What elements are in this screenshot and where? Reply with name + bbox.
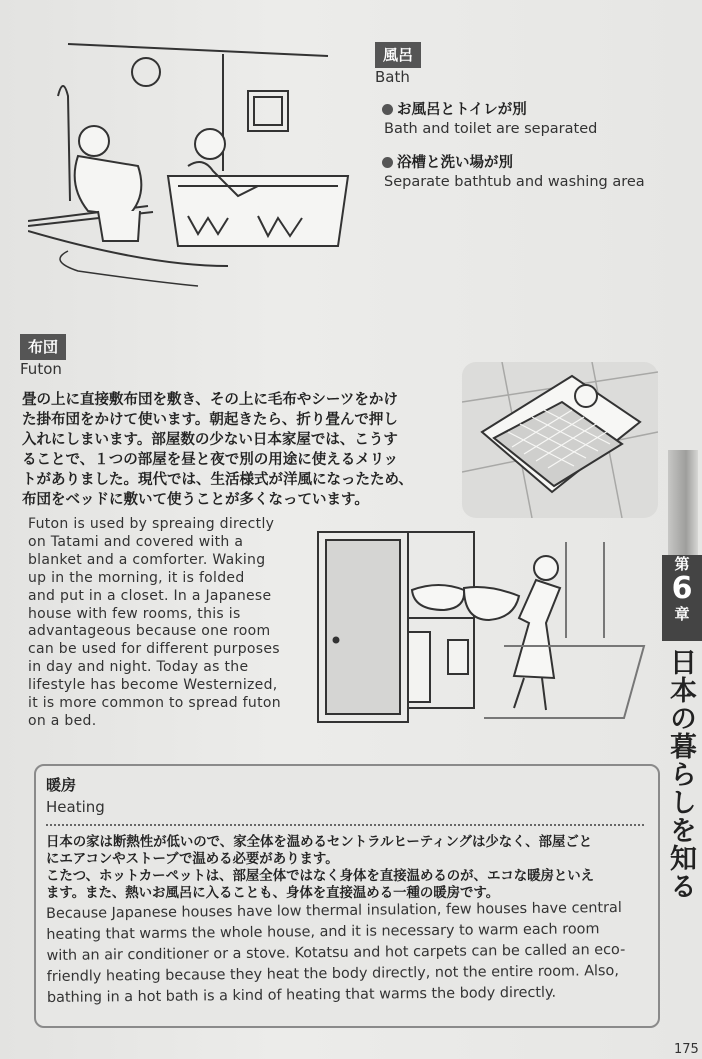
futon-heading [20,334,66,378]
futon-jp-line: ることで、１つの部屋を昼と夜で別の用途に使えるメリッ [22,452,399,468]
heating-en-line: Because Japanese houses have low thermal insulation, few houses have central [46,899,622,922]
chapter-tab [662,555,702,641]
futon-en-line: Futon is used by spreaing directly [28,516,275,532]
futon-en-line: lifestyle has become Westernized, [28,677,278,694]
futon-en-line: can be used for different purposes [28,641,280,658]
bath-item [382,98,692,137]
bath-heading [375,42,421,86]
heating-en-line: bathing in a hot bath is a kind of heating that warms the body directly. [46,984,557,1006]
bath-item-en: Separate bathtub and washing area [384,174,645,190]
bath-item-jp: お風呂とトイレが別 [397,102,527,118]
futon-jp-line: た掛布団をかけて使います。朝起きたら、折り畳んで押し [22,412,398,428]
chapter-number: 6 [671,571,693,606]
chapter-sho: 章 [674,605,690,623]
heating-box [34,764,660,1028]
futon-jp-line: 入れにしまいます。部屋数の少ない日本家屋では、こうす [22,432,398,448]
heating-jp-line: 日本の家は断熱性が低いので、家全体を温めるセントラルヒーティングは少なく、部屋ごと [46,835,593,850]
heating-en-line: heating that warms the whole house, and it is necessary to warm each room [46,921,600,943]
heating-en-line: friendly heating because they heat the body directly, not the entire room. Also, [46,963,619,985]
heating-title-en: Heating [46,798,105,816]
futon-en-line: on a bed. [28,712,97,729]
heating-tag: 暖房 [46,776,77,794]
heating-en-line: with an air conditioner or a stove. Kotatsu and hot carpets can be called an eco- [46,941,626,964]
futon-body-jp [22,390,452,510]
futon-tag: 布団 [20,334,66,360]
futon-illustration [462,362,658,518]
futon-title-en: Futon [20,360,62,378]
chapter-dai: 第 [674,555,690,573]
bath-tag: 風呂 [375,42,421,68]
bath-illustration [28,36,358,306]
chapter-title: 日本の暮らしを知る [665,648,696,900]
heating-body-en [46,898,653,1009]
futon-en-line: in day and night. Today as the [28,659,249,676]
chapter-strip [668,450,698,560]
futon-jp-line: 布団をベッドに敷いて使うことが多くなっています。 [22,492,369,508]
bath-item-en: Bath and toilet are separated [384,121,598,137]
futon-en-line: blanket and a comforter. Waking [28,551,266,568]
heating-jp-line: こたつ、ホットカーペットは、部屋全体ではなく身体を直接温めるのが、エコな暖房といえ [46,869,595,884]
futon-body-en [28,516,296,731]
futon-jp-line: 畳の上に直接敷布団を敷き、その上に毛布やシーツをかけ [22,392,398,408]
closet-illustration [314,528,654,728]
bullet-dot-icon [382,104,393,115]
bullet-dot-icon [382,157,393,168]
futon-en-line: up in the morning, it is folded [28,569,245,586]
bath-item [382,151,692,190]
bath-item-jp: 浴槽と洗い場が別 [397,155,513,171]
futon-en-line: house with few rooms, this is [28,605,241,622]
futon-en-line: advantageous because one room [28,623,271,640]
heating-jp-line: にエアコンやストーブで温める必要があります。 [46,852,339,867]
futon-en-line: on Tatami and covered with a [28,533,244,550]
heating-body-jp [46,834,652,902]
heating-jp-line: ます。また、熱いお風呂に入ることも、身体を直接温める一種の暖房です。 [46,886,500,901]
futon-en-line: it is more common to spread futon [28,695,281,712]
futon-en-line: and put in a closet. In a Japanese [28,587,272,604]
bath-title-en: Bath [375,68,410,86]
futon-jp-line: トがありました。現代では、生活様式が洋風になったため、 [22,472,413,488]
bath-list [382,98,692,204]
dotted-divider [46,824,644,826]
page-number: 175 [674,1042,699,1057]
